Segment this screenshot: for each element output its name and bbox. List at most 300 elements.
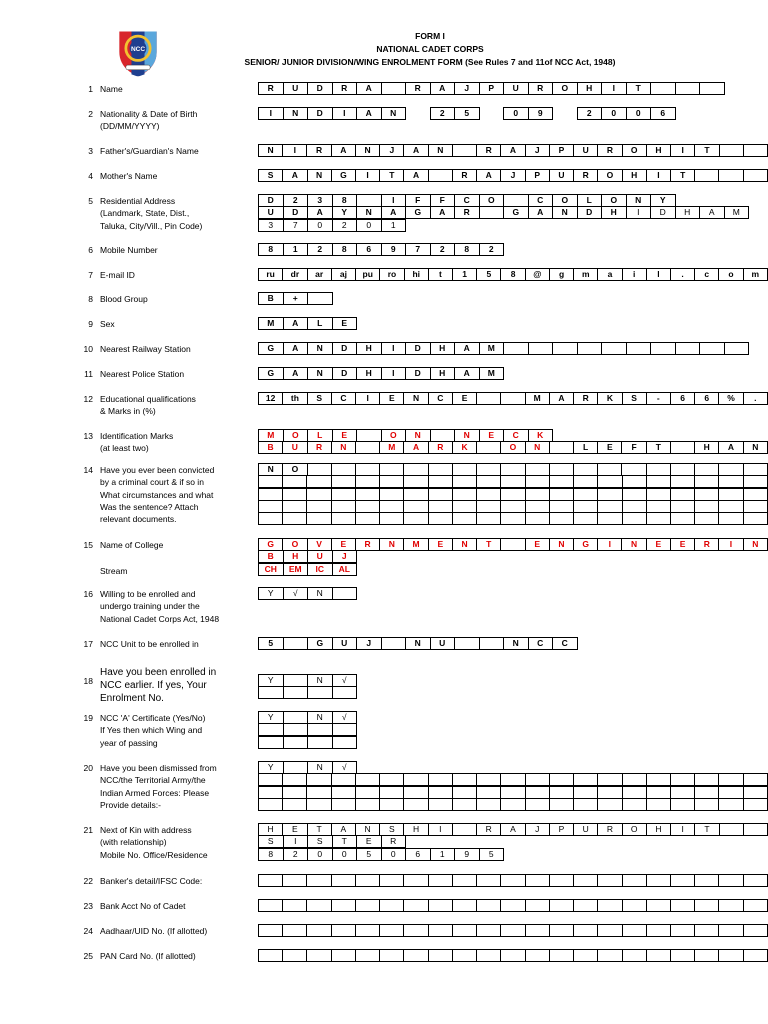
char-box[interactable]: 8 [259, 848, 284, 860]
char-box[interactable] [675, 83, 700, 95]
char-box[interactable]: T [477, 539, 501, 551]
char-box[interactable]: I [332, 108, 357, 120]
char-box[interactable]: N [308, 712, 333, 724]
char-box[interactable] [283, 724, 308, 736]
char-box[interactable]: P [479, 83, 504, 95]
char-box[interactable] [307, 798, 331, 810]
char-box[interactable] [646, 500, 670, 512]
char-box[interactable] [259, 513, 283, 525]
char-box[interactable]: R [428, 442, 452, 454]
char-box[interactable]: G [504, 207, 529, 219]
char-box[interactable] [719, 900, 743, 912]
char-box[interactable]: √ [283, 588, 308, 600]
char-box[interactable] [651, 343, 676, 355]
char-box[interactable] [549, 488, 573, 500]
char-box[interactable]: B [259, 442, 283, 454]
char-box[interactable]: H [357, 343, 382, 355]
char-box[interactable] [452, 925, 476, 937]
char-box[interactable] [695, 476, 719, 488]
char-box[interactable] [719, 875, 743, 887]
char-box[interactable] [646, 950, 670, 962]
char-box[interactable]: th [283, 393, 307, 405]
char-box[interactable]: % [719, 393, 743, 405]
char-box[interactable] [477, 786, 501, 798]
char-box[interactable]: U [574, 824, 598, 836]
char-box[interactable] [380, 500, 404, 512]
char-box[interactable]: A [283, 368, 308, 380]
char-box[interactable] [428, 875, 452, 887]
char-box[interactable] [283, 900, 307, 912]
char-box[interactable]: 0 [626, 108, 651, 120]
char-box[interactable] [452, 774, 476, 786]
char-box[interactable] [477, 442, 501, 454]
char-box[interactable]: 5 [477, 269, 501, 281]
char-box[interactable]: N [622, 539, 646, 551]
char-box[interactable] [525, 476, 549, 488]
char-box[interactable] [549, 900, 573, 912]
char-box[interactable] [332, 724, 357, 736]
char-box[interactable] [622, 786, 646, 798]
char-box[interactable]: + [283, 293, 308, 305]
char-box[interactable] [700, 343, 725, 355]
char-box[interactable] [455, 638, 480, 650]
char-box[interactable]: N [308, 368, 333, 380]
field-boxes[interactable] [258, 367, 504, 380]
char-box[interactable] [355, 798, 379, 810]
char-box[interactable]: N [381, 108, 406, 120]
char-box[interactable] [646, 786, 670, 798]
char-box[interactable] [307, 786, 331, 798]
char-box[interactable] [549, 500, 573, 512]
char-box[interactable] [528, 343, 553, 355]
char-box[interactable] [743, 145, 767, 157]
field-boxes[interactable] [258, 786, 768, 799]
char-box[interactable]: T [695, 145, 719, 157]
char-box[interactable]: G [406, 207, 431, 219]
char-box[interactable]: 0 [504, 108, 529, 120]
char-box[interactable] [719, 798, 743, 810]
char-box[interactable]: H [695, 442, 719, 454]
char-box[interactable] [670, 500, 694, 512]
char-box[interactable]: A [430, 207, 455, 219]
char-box[interactable]: U [574, 145, 598, 157]
char-box[interactable]: I [671, 824, 695, 836]
char-box[interactable] [743, 900, 767, 912]
char-box[interactable] [598, 875, 622, 887]
char-box[interactable]: I [381, 343, 406, 355]
char-box[interactable]: 2 [479, 244, 504, 256]
char-box[interactable] [331, 875, 355, 887]
char-box[interactable] [525, 950, 549, 962]
char-box[interactable]: . [743, 393, 767, 405]
char-box[interactable] [283, 687, 308, 699]
char-box[interactable] [452, 500, 476, 512]
char-box[interactable] [719, 925, 743, 937]
field-boxes[interactable] [258, 107, 676, 120]
char-box[interactable]: M [479, 368, 504, 380]
char-box[interactable]: U [504, 83, 529, 95]
field-boxes[interactable] [258, 550, 357, 563]
char-box[interactable] [670, 798, 694, 810]
char-box[interactable]: g [549, 269, 573, 281]
char-box[interactable]: 2 [308, 244, 333, 256]
char-box[interactable] [259, 476, 283, 488]
char-box[interactable]: 8 [501, 269, 525, 281]
char-box[interactable] [283, 476, 307, 488]
char-box[interactable]: R [355, 539, 379, 551]
field-boxes[interactable] [258, 637, 578, 650]
char-box[interactable]: H [602, 207, 627, 219]
char-box[interactable]: G [259, 368, 284, 380]
char-box[interactable]: S [380, 824, 404, 836]
char-box[interactable]: F [430, 195, 455, 207]
char-box[interactable]: N [428, 145, 452, 157]
char-box[interactable] [404, 925, 428, 937]
char-box[interactable]: 5 [357, 848, 382, 860]
char-box[interactable] [695, 464, 719, 476]
char-box[interactable]: S [622, 393, 646, 405]
char-box[interactable]: I [598, 539, 622, 551]
char-box[interactable]: M [380, 442, 404, 454]
char-box[interactable] [404, 774, 428, 786]
char-box[interactable]: E [525, 539, 549, 551]
char-box[interactable] [479, 207, 504, 219]
char-box[interactable] [719, 145, 743, 157]
char-box[interactable] [355, 900, 379, 912]
field-boxes[interactable] [258, 949, 768, 962]
char-box[interactable]: O [622, 824, 646, 836]
field-boxes[interactable] [258, 292, 333, 305]
char-box[interactable]: R [477, 145, 501, 157]
char-box[interactable]: A [404, 442, 428, 454]
char-box[interactable] [259, 724, 284, 736]
char-box[interactable]: 9 [455, 848, 480, 860]
char-box[interactable] [332, 687, 357, 699]
char-box[interactable] [670, 513, 694, 525]
field-boxes[interactable] [258, 206, 749, 219]
char-box[interactable]: E [646, 539, 670, 551]
char-box[interactable] [428, 925, 452, 937]
char-box[interactable] [477, 488, 501, 500]
char-box[interactable] [307, 875, 331, 887]
char-box[interactable]: O [501, 442, 525, 454]
char-box[interactable] [670, 786, 694, 798]
char-box[interactable]: A [357, 83, 382, 95]
char-box[interactable]: S [259, 836, 284, 848]
char-box[interactable] [428, 513, 452, 525]
char-box[interactable] [355, 513, 379, 525]
char-box[interactable] [719, 786, 743, 798]
char-box[interactable]: L [573, 442, 597, 454]
char-box[interactable]: U [283, 442, 307, 454]
char-box[interactable]: U [308, 551, 333, 563]
char-box[interactable]: 0 [357, 219, 382, 231]
char-box[interactable] [622, 488, 646, 500]
field-boxes[interactable] [258, 924, 768, 937]
char-box[interactable]: 2 [430, 244, 455, 256]
char-box[interactable] [719, 824, 743, 836]
char-box[interactable]: A [430, 83, 455, 95]
char-box[interactable] [719, 464, 743, 476]
char-box[interactable] [283, 762, 308, 774]
char-box[interactable] [549, 513, 573, 525]
char-box[interactable]: N [553, 207, 578, 219]
char-box[interactable] [404, 786, 428, 798]
char-box[interactable] [549, 875, 573, 887]
char-box[interactable]: L [308, 318, 333, 330]
char-box[interactable] [283, 513, 307, 525]
char-box[interactable] [549, 774, 573, 786]
field-boxes[interactable] [258, 711, 357, 724]
char-box[interactable]: F [622, 442, 646, 454]
char-box[interactable] [404, 464, 428, 476]
char-box[interactable]: Y [332, 207, 357, 219]
char-box[interactable] [452, 145, 476, 157]
char-box[interactable] [332, 736, 357, 748]
char-box[interactable]: H [646, 824, 670, 836]
char-box[interactable]: N [452, 539, 476, 551]
char-box[interactable]: R [574, 170, 598, 182]
char-box[interactable] [501, 539, 525, 551]
char-box[interactable] [356, 464, 380, 476]
char-box[interactable] [525, 774, 549, 786]
char-box[interactable]: I [283, 145, 307, 157]
char-box[interactable]: M [724, 207, 749, 219]
char-box[interactable] [501, 875, 525, 887]
char-box[interactable]: 2 [283, 848, 308, 860]
char-box[interactable]: 5 [455, 108, 480, 120]
char-box[interactable] [501, 900, 525, 912]
char-box[interactable] [307, 950, 331, 962]
char-box[interactable] [695, 170, 719, 182]
field-boxes[interactable] [258, 342, 749, 355]
char-box[interactable]: R [695, 539, 719, 551]
char-box[interactable]: D [332, 368, 357, 380]
char-box[interactable] [428, 774, 452, 786]
char-box[interactable] [452, 488, 476, 500]
char-box[interactable] [574, 925, 598, 937]
char-box[interactable] [259, 950, 283, 962]
char-box[interactable] [743, 170, 767, 182]
char-box[interactable] [307, 900, 331, 912]
char-box[interactable] [331, 950, 355, 962]
char-box[interactable]: A [549, 393, 573, 405]
char-box[interactable]: ro [380, 269, 404, 281]
char-box[interactable] [307, 488, 331, 500]
char-box[interactable] [380, 925, 404, 937]
char-box[interactable]: dr [283, 269, 307, 281]
char-box[interactable] [577, 343, 602, 355]
char-box[interactable]: A [283, 170, 307, 182]
char-box[interactable]: N [380, 539, 404, 551]
char-box[interactable] [380, 900, 404, 912]
char-box[interactable]: A [331, 145, 355, 157]
char-box[interactable] [283, 925, 307, 937]
char-box[interactable] [670, 950, 694, 962]
char-box[interactable] [331, 900, 355, 912]
char-box[interactable]: CH [259, 563, 284, 575]
char-box[interactable] [428, 464, 452, 476]
field-boxes[interactable] [258, 194, 676, 207]
char-box[interactable]: D [406, 343, 431, 355]
char-box[interactable]: E [332, 318, 357, 330]
char-box[interactable] [307, 464, 331, 476]
char-box[interactable] [452, 875, 476, 887]
char-box[interactable]: N [307, 170, 331, 182]
char-box[interactable] [477, 464, 501, 476]
char-box[interactable]: R [259, 83, 284, 95]
char-box[interactable]: 12 [259, 393, 283, 405]
char-box[interactable] [452, 900, 476, 912]
char-box[interactable]: T [307, 824, 331, 836]
char-box[interactable] [549, 786, 573, 798]
char-box[interactable] [574, 950, 598, 962]
char-box[interactable] [743, 464, 767, 476]
char-box[interactable]: 9 [528, 108, 553, 120]
field-boxes[interactable] [258, 587, 357, 600]
char-box[interactable]: S [307, 393, 331, 405]
char-box[interactable]: AL [332, 563, 357, 575]
char-box[interactable] [477, 900, 501, 912]
char-box[interactable]: N [355, 145, 379, 157]
char-box[interactable]: I [283, 836, 308, 848]
char-box[interactable] [477, 393, 501, 405]
char-box[interactable]: O [602, 195, 627, 207]
char-box[interactable]: O [283, 539, 307, 551]
char-box[interactable]: t [428, 269, 452, 281]
char-box[interactable]: aj [331, 269, 355, 281]
char-box[interactable]: T [646, 442, 670, 454]
char-box[interactable] [743, 950, 767, 962]
char-box[interactable]: m [743, 269, 767, 281]
char-box[interactable] [646, 513, 670, 525]
char-box[interactable] [381, 83, 406, 95]
char-box[interactable]: E [331, 539, 355, 551]
char-box[interactable]: N [404, 393, 428, 405]
char-box[interactable] [695, 875, 719, 887]
char-box[interactable]: M [404, 539, 428, 551]
char-box[interactable]: N [455, 430, 480, 442]
char-box[interactable]: G [574, 539, 598, 551]
char-box[interactable] [651, 83, 676, 95]
char-box[interactable]: D [308, 108, 333, 120]
char-box[interactable]: D [259, 195, 284, 207]
char-box[interactable]: 1 [453, 269, 477, 281]
char-box[interactable] [501, 464, 525, 476]
char-box[interactable]: H [646, 145, 670, 157]
char-box[interactable]: R [406, 83, 431, 95]
char-box[interactable]: @ [525, 269, 549, 281]
field-boxes[interactable] [258, 563, 357, 576]
field-boxes[interactable] [258, 773, 768, 786]
char-box[interactable]: G [259, 343, 284, 355]
field-boxes[interactable] [258, 429, 553, 442]
char-box[interactable]: J [332, 551, 357, 563]
char-box[interactable] [695, 774, 719, 786]
char-box[interactable]: N [357, 207, 382, 219]
char-box[interactable]: 8 [455, 244, 480, 256]
field-boxes[interactable] [258, 219, 406, 232]
char-box[interactable]: M [259, 430, 284, 442]
char-box[interactable] [719, 170, 743, 182]
char-box[interactable] [355, 774, 379, 786]
char-box[interactable]: C [455, 195, 480, 207]
char-box[interactable] [331, 488, 355, 500]
char-box[interactable] [504, 195, 529, 207]
char-box[interactable]: T [626, 83, 651, 95]
char-box[interactable]: I [428, 824, 452, 836]
char-box[interactable] [646, 798, 670, 810]
char-box[interactable] [743, 798, 767, 810]
char-box[interactable] [670, 476, 694, 488]
char-box[interactable] [525, 875, 549, 887]
char-box[interactable]: 1 [283, 244, 308, 256]
char-box[interactable] [501, 925, 525, 937]
char-box[interactable] [331, 476, 355, 488]
char-box[interactable]: I [602, 83, 627, 95]
char-box[interactable] [428, 798, 452, 810]
char-box[interactable]: A [719, 442, 743, 454]
char-box[interactable] [598, 950, 622, 962]
char-box[interactable]: N [626, 195, 651, 207]
char-box[interactable]: E [452, 393, 476, 405]
char-box[interactable] [501, 786, 525, 798]
char-box[interactable]: N [743, 442, 767, 454]
char-box[interactable] [355, 476, 379, 488]
char-box[interactable]: A [455, 343, 480, 355]
char-box[interactable] [307, 925, 331, 937]
char-box[interactable] [501, 774, 525, 786]
char-box[interactable] [622, 513, 646, 525]
char-box[interactable] [743, 875, 767, 887]
char-box[interactable] [452, 824, 476, 836]
char-box[interactable]: O [283, 464, 307, 476]
char-box[interactable]: 0 [308, 848, 333, 860]
char-box[interactable]: D [651, 207, 676, 219]
char-box[interactable] [283, 638, 308, 650]
char-box[interactable]: U [549, 170, 573, 182]
char-box[interactable] [626, 343, 651, 355]
char-box[interactable] [504, 343, 529, 355]
char-box[interactable] [477, 500, 501, 512]
char-box[interactable]: D [308, 83, 333, 95]
char-box[interactable]: B [259, 293, 284, 305]
char-box[interactable] [622, 950, 646, 962]
char-box[interactable] [525, 925, 549, 937]
char-box[interactable] [479, 638, 504, 650]
char-box[interactable]: N [525, 442, 549, 454]
char-box[interactable]: H [577, 83, 602, 95]
char-box[interactable] [646, 464, 670, 476]
field-boxes[interactable] [258, 268, 768, 281]
field-boxes[interactable] [258, 723, 357, 736]
char-box[interactable]: O [283, 430, 308, 442]
char-box[interactable]: H [259, 824, 283, 836]
char-box[interactable] [283, 488, 307, 500]
char-box[interactable]: U [283, 83, 308, 95]
char-box[interactable] [307, 500, 331, 512]
char-box[interactable] [670, 464, 694, 476]
char-box[interactable] [670, 488, 694, 500]
char-box[interactable] [259, 488, 283, 500]
char-box[interactable]: I [671, 145, 695, 157]
char-box[interactable] [549, 925, 573, 937]
char-box[interactable] [452, 798, 476, 810]
char-box[interactable] [598, 786, 622, 798]
char-box[interactable]: R [381, 836, 406, 848]
char-box[interactable] [501, 476, 525, 488]
char-box[interactable]: C [331, 393, 355, 405]
